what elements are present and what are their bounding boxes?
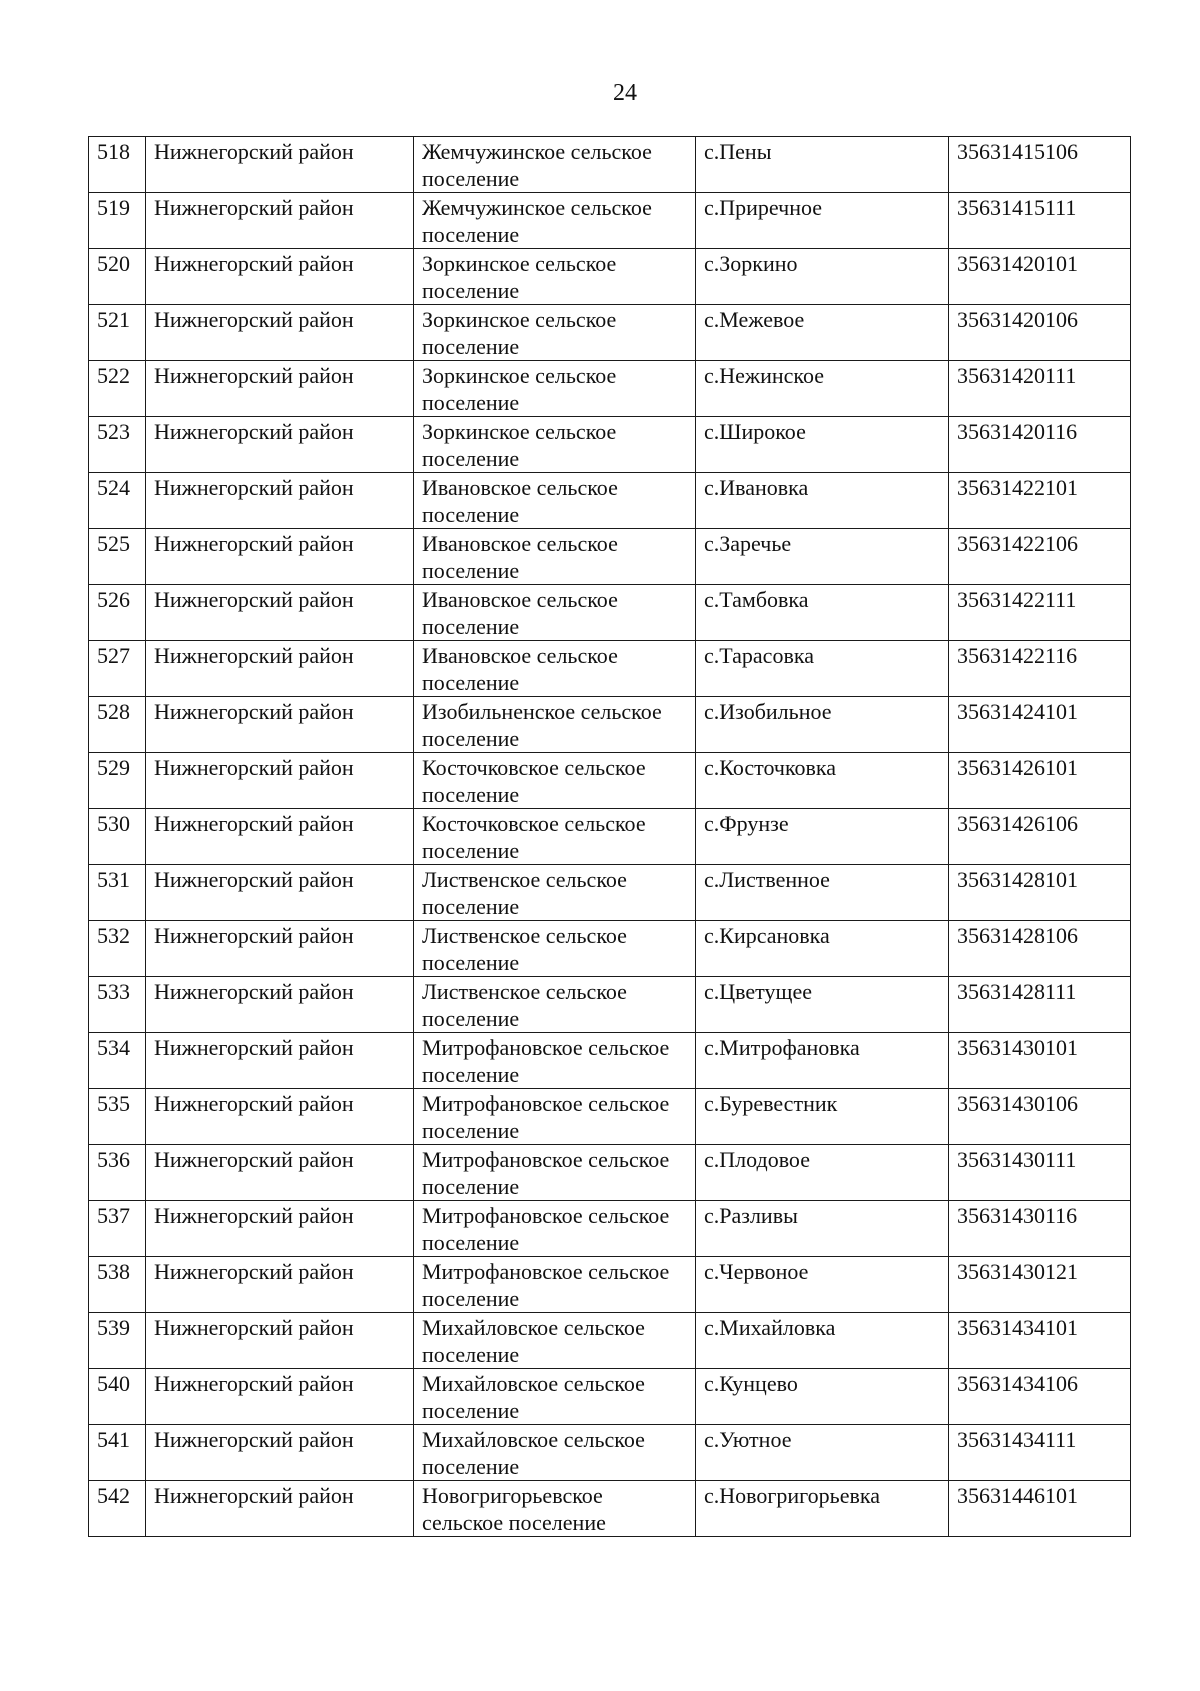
district-cell: Нижнегорский район [146,1257,414,1313]
row-number-cell: 536 [89,1145,146,1201]
table-row [89,1033,1131,1089]
row-number-cell: 534 [89,1033,146,1089]
row-number-cell: 537 [89,1201,146,1257]
row-number-cell: 541 [89,1425,146,1481]
village-cell: с.Плодовое [696,1145,949,1201]
settlement-cell: Михайловское сельское поселение [414,1313,696,1369]
oktmo-code-cell: 35631415106 [949,137,1131,193]
settlement-cell: Ивановское сельское поселение [414,529,696,585]
settlement-cell: Михайловское сельское поселение [414,1369,696,1425]
district-cell: Нижнегорский район [146,529,414,585]
village-cell: с.Цветущее [696,977,949,1033]
district-cell: Нижнегорский район [146,809,414,865]
table-row [89,1089,1131,1145]
district-cell: Нижнегорский район [146,193,414,249]
settlement-cell: Лиственское сельское поселение [414,977,696,1033]
settlement-cell: Митрофановское сельское поселение [414,1033,696,1089]
table-row [89,1145,1131,1201]
district-cell: Нижнегорский район [146,1313,414,1369]
oktmo-code-cell: 35631430121 [949,1257,1131,1313]
village-cell: с.Кирсановка [696,921,949,977]
settlement-cell: Митрофановское сельское поселение [414,1089,696,1145]
row-number-cell: 527 [89,641,146,697]
table-row [89,809,1131,865]
table-row [89,1481,1131,1537]
oktmo-code-cell: 35631430101 [949,1033,1131,1089]
table-row [89,921,1131,977]
settlement-cell: Михайловское сельское поселение [414,1425,696,1481]
oktmo-code-cell: 35631420111 [949,361,1131,417]
village-cell: с.Приречное [696,193,949,249]
oktmo-code-cell: 35631424101 [949,697,1131,753]
village-cell: с.Фрунзе [696,809,949,865]
village-cell: с.Кунцево [696,1369,949,1425]
table-row [89,1425,1131,1481]
district-cell: Нижнегорский район [146,1033,414,1089]
district-cell: Нижнегорский район [146,417,414,473]
row-number-cell: 531 [89,865,146,921]
settlement-cell: Жемчужинское сельское поселение [414,137,696,193]
district-cell: Нижнегорский район [146,921,414,977]
table-row [89,1369,1131,1425]
oktmo-code-cell: 35631434101 [949,1313,1131,1369]
oktmo-code-cell: 35631434106 [949,1369,1131,1425]
district-cell: Нижнегорский район [146,249,414,305]
settlements-table [88,136,1131,1537]
village-cell: с.Тарасовка [696,641,949,697]
settlement-cell: Зоркинское сельское поселение [414,417,696,473]
table-row [89,1313,1131,1369]
village-cell: с.Пены [696,137,949,193]
village-cell: с.Разливы [696,1201,949,1257]
row-number-cell: 526 [89,585,146,641]
settlement-cell: Лиственское сельское поселение [414,865,696,921]
settlement-cell: Косточковское сельское поселение [414,753,696,809]
oktmo-code-cell: 35631422116 [949,641,1131,697]
table-body [89,137,1131,1537]
table-row [89,305,1131,361]
table-row [89,249,1131,305]
village-cell: с.Зоркино [696,249,949,305]
district-cell: Нижнегорский район [146,753,414,809]
oktmo-code-cell: 35631420101 [949,249,1131,305]
oktmo-code-cell: 35631428101 [949,865,1131,921]
table-row [89,361,1131,417]
village-cell: с.Широкое [696,417,949,473]
village-cell: с.Буревестник [696,1089,949,1145]
district-cell: Нижнегорский район [146,1481,414,1537]
district-cell: Нижнегорский район [146,865,414,921]
village-cell: с.Межевое [696,305,949,361]
table-row [89,529,1131,585]
settlement-cell: Митрофановское сельское поселение [414,1145,696,1201]
row-number-cell: 521 [89,305,146,361]
district-cell: Нижнегорский район [146,1145,414,1201]
settlement-cell: Митрофановское сельское поселение [414,1257,696,1313]
row-number-cell: 539 [89,1313,146,1369]
settlement-cell: Новогригорьевское сельское поселение [414,1481,696,1537]
row-number-cell: 519 [89,193,146,249]
village-cell: с.Лиственное [696,865,949,921]
table-row [89,473,1131,529]
settlement-cell: Митрофановское сельское поселение [414,1201,696,1257]
district-cell: Нижнегорский район [146,585,414,641]
district-cell: Нижнегорский район [146,1089,414,1145]
table-row [89,697,1131,753]
village-cell: с.Косточковка [696,753,949,809]
row-number-cell: 533 [89,977,146,1033]
village-cell: с.Нежинское [696,361,949,417]
settlement-cell: Жемчужинское сельское поселение [414,193,696,249]
district-cell: Нижнегорский район [146,1201,414,1257]
village-cell: с.Новогригорьевка [696,1481,949,1537]
oktmo-code-cell: 35631420116 [949,417,1131,473]
settlement-cell: Лиственское сельское поселение [414,921,696,977]
row-number-cell: 520 [89,249,146,305]
table-row [89,1257,1131,1313]
page-number: 24 [613,80,637,106]
oktmo-code-cell: 35631426106 [949,809,1131,865]
village-cell: с.Михайловка [696,1313,949,1369]
row-number-cell: 528 [89,697,146,753]
oktmo-code-cell: 35631428106 [949,921,1131,977]
district-cell: Нижнегорский район [146,361,414,417]
row-number-cell: 530 [89,809,146,865]
oktmo-code-cell: 35631430116 [949,1201,1131,1257]
table-row [89,585,1131,641]
district-cell: Нижнегорский район [146,697,414,753]
oktmo-code-cell: 35631422101 [949,473,1131,529]
oktmo-code-cell: 35631422106 [949,529,1131,585]
oktmo-code-cell: 35631426101 [949,753,1131,809]
district-cell: Нижнегорский район [146,1369,414,1425]
row-number-cell: 542 [89,1481,146,1537]
oktmo-code-cell: 35631428111 [949,977,1131,1033]
oktmo-code-cell: 35631434111 [949,1425,1131,1481]
settlement-cell: Изобильненское сельское поселение [414,697,696,753]
village-cell: с.Ивановка [696,473,949,529]
settlement-cell: Ивановское сельское поселение [414,585,696,641]
settlement-cell: Зоркинское сельское поселение [414,361,696,417]
oktmo-code-cell: 35631430111 [949,1145,1131,1201]
district-cell: Нижнегорский район [146,641,414,697]
row-number-cell: 540 [89,1369,146,1425]
table-row [89,753,1131,809]
row-number-cell: 538 [89,1257,146,1313]
district-cell: Нижнегорский район [146,473,414,529]
settlement-cell: Косточковское сельское поселение [414,809,696,865]
row-number-cell: 532 [89,921,146,977]
table-row [89,417,1131,473]
row-number-cell: 535 [89,1089,146,1145]
table-row [89,1201,1131,1257]
row-number-cell: 518 [89,137,146,193]
village-cell: с.Заречье [696,529,949,585]
row-number-cell: 529 [89,753,146,809]
village-cell: с.Митрофановка [696,1033,949,1089]
row-number-cell: 522 [89,361,146,417]
settlement-cell: Ивановское сельское поселение [414,641,696,697]
row-number-cell: 524 [89,473,146,529]
district-cell: Нижнегорский район [146,977,414,1033]
district-cell: Нижнегорский район [146,137,414,193]
village-cell: с.Червоное [696,1257,949,1313]
table-row [89,977,1131,1033]
settlement-cell: Зоркинское сельское поселение [414,305,696,361]
table-row [89,865,1131,921]
district-cell: Нижнегорский район [146,1425,414,1481]
row-number-cell: 525 [89,529,146,585]
oktmo-code-cell: 35631422111 [949,585,1131,641]
oktmo-code-cell: 35631420106 [949,305,1131,361]
village-cell: с.Тамбовка [696,585,949,641]
village-cell: с.Изобильное [696,697,949,753]
table-row [89,137,1131,193]
row-number-cell: 523 [89,417,146,473]
oktmo-code-cell: 35631446101 [949,1481,1131,1537]
oktmo-code-cell: 35631430106 [949,1089,1131,1145]
district-cell: Нижнегорский район [146,305,414,361]
settlement-cell: Зоркинское сельское поселение [414,249,696,305]
table-row [89,641,1131,697]
village-cell: с.Уютное [696,1425,949,1481]
settlement-cell: Ивановское сельское поселение [414,473,696,529]
oktmo-code-cell: 35631415111 [949,193,1131,249]
table-row [89,193,1131,249]
